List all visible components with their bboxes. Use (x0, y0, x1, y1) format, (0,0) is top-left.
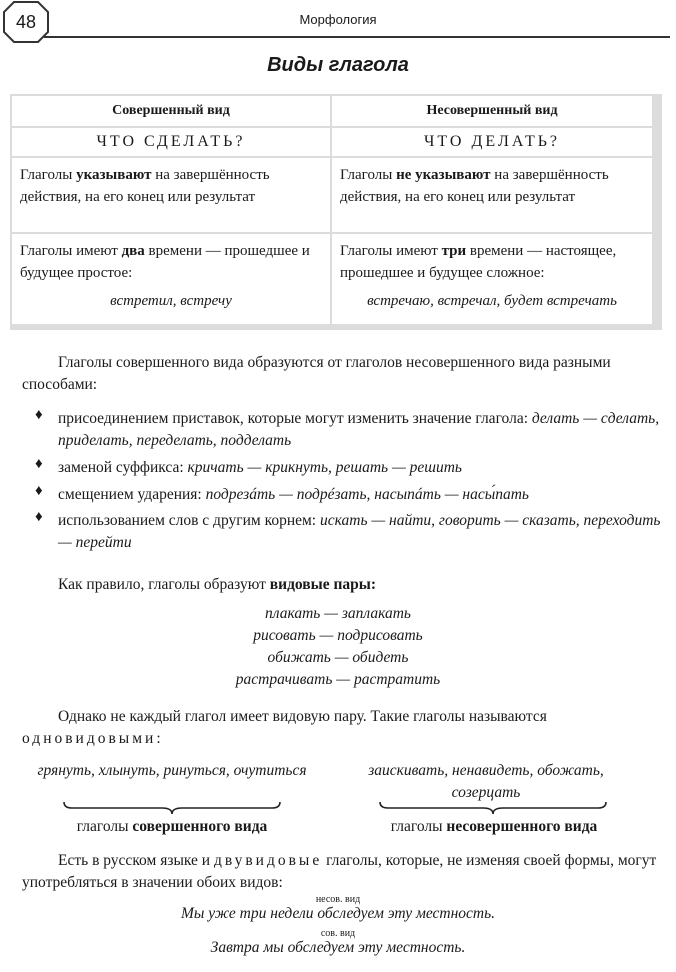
perfective-brace (62, 800, 282, 816)
method-root-examples: искать — найти, говорить — сказать, переходить — перейти (58, 512, 661, 551)
perfective-question: ЧТО СДЕЛАТЬ? (12, 128, 330, 156)
imperfective-completion-bold: не указывают (396, 167, 491, 183)
aspect-tag-perfective: сов. вид (320, 928, 356, 939)
pairs-intro (22, 574, 666, 596)
perfective-example: встретил, встречу (110, 293, 232, 309)
aspect-tag-imperfective: несов. вид (315, 894, 361, 905)
aspect-comparison-table (10, 94, 662, 330)
method-suffix (58, 457, 668, 479)
imperfective-tenses-post: времени — настоящее, прошедшее и будущее сложное: (340, 243, 617, 281)
imperfective-caption-pre: глаголы (390, 818, 447, 835)
imperfective-tenses-bold: три (441, 243, 467, 259)
imperfective-completion-pre: Глаголы (340, 167, 397, 183)
single-aspect-paragraph (22, 706, 666, 750)
method-stress (58, 484, 668, 506)
imperfective-example: встречаю, встречал, будет встречать (367, 293, 617, 309)
method-root (58, 510, 668, 554)
diamond-bullet-icon: ♦ (35, 456, 43, 472)
perfective-completion-pre: Глаголы (20, 167, 77, 183)
dual-aspect-paragraph (22, 850, 666, 894)
imperfective-question: ЧТО ДЕЛАТЬ? (332, 128, 652, 156)
method-prefixes (58, 408, 668, 452)
page-number: 48 (15, 11, 37, 32)
imperfective-header: Несовершенный вид (332, 96, 652, 126)
imperfective-brace (378, 800, 608, 816)
imperfective-only-examples: заискивать, ненавидеть, обожать, созерцать (368, 762, 604, 801)
dual-example-sentence: Завтра мы обследуем эту местность. (210, 939, 466, 956)
method-stress-text: смещением ударения: (58, 486, 206, 503)
method-suffix-text: заменой суффикса: (58, 459, 188, 476)
perfective-tenses-pre: Глаголы имеют (20, 243, 122, 259)
method-root-text: использованием слов с другим корнем: (58, 512, 320, 529)
pair-line: обижать — обидеть (267, 649, 409, 666)
perfective-tenses-post: времени — прошедшее и будущее простое: (20, 243, 310, 281)
dual-aspect-term: двувидовые (213, 852, 323, 869)
dual-aspect-pre: Есть в русском языке и (58, 852, 214, 869)
pair-line: плакать — заплакать (265, 605, 411, 622)
perfective-completion-cell (12, 158, 330, 232)
perfective-tenses-bold: два (121, 243, 145, 259)
diamond-bullet-icon: ♦ (35, 509, 43, 525)
method-prefixes-examples: делать — сделать, приделать, переделать, подделать (58, 410, 660, 449)
pair-line: растрачивать — растратить (235, 671, 441, 688)
diamond-bullet-icon: ♦ (35, 407, 43, 423)
perfective-header: Совершенный вид (12, 96, 330, 126)
single-aspect-term: одновидовыми: (22, 730, 164, 747)
imperfective-completion-cell (332, 158, 652, 232)
perfective-caption-pre: глаголы (76, 818, 133, 835)
perfective-only-examples: грянуть, хлынуть, ринуться, очутиться (37, 762, 307, 779)
diamond-bullet-icon: ♦ (35, 483, 43, 499)
pairs-intro-pre: Как правило, глаголы образуют (58, 576, 270, 593)
perfective-completion-post: на завершённость действия, на его конец или результат (20, 167, 270, 205)
imperfective-completion-post: на завершённость действия, на его конец или результат (340, 167, 609, 205)
imperfective-caption-bold: несовершенного вида (446, 818, 598, 835)
imperfective-tenses-pre: Глаголы имеют (340, 243, 442, 259)
perfective-tenses-cell (12, 234, 330, 324)
method-prefixes-text: присоединением приставок, которые могут изменить значение глагола: (58, 410, 532, 427)
page-heading: Виды глагола (267, 54, 409, 76)
pair-line: рисовать — подрисовать (253, 627, 423, 644)
single-aspect-intro: Однако не каждый глагол имеет видовую пару. Такие глаголы называются (58, 708, 547, 725)
imperfective-tenses-cell (332, 234, 652, 324)
dual-aspect-post: глаголы, которые, не изменяя своей формы, могут употребляться в значении обоих видов: (22, 852, 657, 891)
perfective-caption-bold: совершенного вида (132, 818, 268, 835)
perfective-completion-bold: указывают (76, 167, 152, 183)
header-rule (44, 36, 670, 38)
perfective-only-caption (22, 818, 322, 836)
pairs-intro-bold: видовые пары: (269, 576, 377, 593)
method-suffix-examples: кричать — крикнуть, решать — решить (187, 459, 462, 476)
dual-example-sentence: Мы уже три недели обследуем эту местность. (180, 905, 496, 922)
intro-paragraph: Глаголы совершенного вида образуются от глаголов несовершенного вида разными способами: (22, 354, 611, 393)
method-stress-examples: подрезáть — подрéзать, насыпáть — насы́пать (205, 486, 529, 503)
imperfective-only-caption (344, 818, 644, 836)
running-title: Морфология (299, 12, 377, 27)
